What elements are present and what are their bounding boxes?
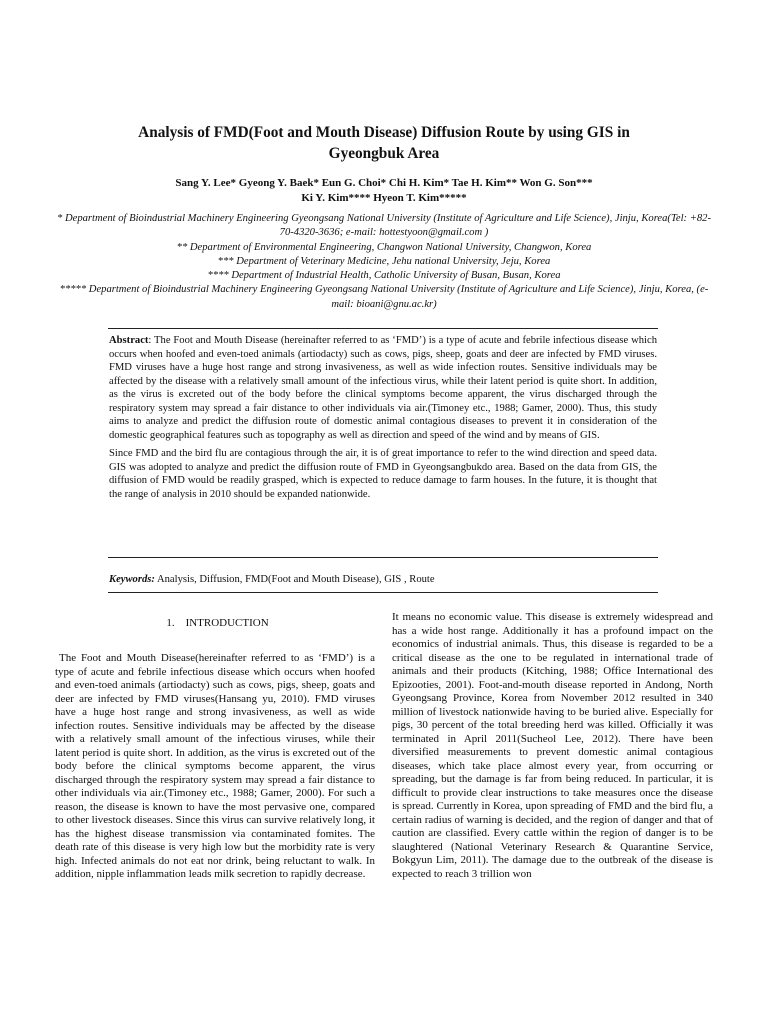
paper-title [60,122,708,164]
abstract-text-1: : The Foot and Mouth Disease (hereinafter referred to as ‘FMD’) is a type of acute and febrile infectious disease which occurs when hoofed and even-toed animals (artiodacty) such as cows, pigs, sheep, goats and deer are infected by FMD viruses. FMD viruses have a huge host range and strong invasiveness, as well as wide infection routes. Sensitive individuals may be affected by the disease with a relatively small amount of the infectious virus, while their latent period is quite short. In addition, as the virus is excreted out of the body before the clinical symptoms become apparent, the virus discharged through the respiratory system may spread a fair distance to other individuals via air.(Timoney etc., 1988; Gamer, 2000). Thus, this study aims to analyze and predict the diffusion route of domestic animal contagious diseases to prevent it in consideration of the domestic geographical features such as topography as well as direction and speed of the wind and by means of GIS. [109,335,657,441]
title-line-2: Gyeongbuk Area [328,145,440,162]
keywords-rule [108,592,658,593]
affiliation-4: **** Department of Industrial Health, Catholic University of Busan, Busan, Korea [207,270,561,282]
abstract-bottom-rule [108,557,658,558]
author-list [60,176,708,205]
abstract-top-rule [108,328,658,329]
title-line-1: Analysis of FMD(Foot and Mouth Disease) Diffusion Route by using GIS in [138,124,630,141]
affiliation-1: * Department of Bioindustrial Machinery Engineering Gyeongsang National University (Institute of Agriculture and Life Science), Jinju, Korea(Tel: +82-70-4320-3636; e-mail: hottestyoon@gmail.com ) [57,213,711,239]
affiliation-2: ** Department of Environmental Engineering, Changwon National University, Changwon, Korea [176,241,592,253]
abstract-paragraph-1 [109,334,657,442]
intro-left-text: The Foot and Mouth Disease(hereinafter referred to as ‘FMD’) is a type of acute and febrile infectious disease which occurs when hoofed and even-toed animals (artiodacty) such as cows, pigs, sheep, goats and deer are infected by FMD viruses(Hansang yu, 2010). FMD viruses have a huge host range and strong invasiveness, as well as wide infection routes. Sensitive individuals may be affected by the disease with a relatively small amount of the infectious viruses, while their latent period is quite short. In addition, as the virus is excreted out of the body before the clinical symptoms become apparent, the virus discharged through the respiratory system may spread a fair distance to other individuals via air.(Timoney etc., 1988; Gamer, 2000). For such a reason, the disease is known to have the most pervasive one, compared to other livestock diseases. Since this virus can survive relatively long, it has the highest disease transmission via contaminated fomites. The death rate of this disease is very high low but the morbidity rate is very high. Infected animals do not eat nor drink, being reluctant to walk. In addition, nipple inflammation leads milk secretion to rapidly decrease. [55,652,375,880]
affiliation-3: *** Department of Veterinary Medicine, Jehu national University, Jeju, Korea [217,255,551,267]
affiliations [50,212,718,312]
intro-right-column [392,611,713,881]
section-heading-introduction: 1. INTRODUCTION [166,617,269,629]
authors-line-1: Sang Y. Lee* Gyeong Y. Baek* Eun G. Choi* Chi H. Kim* Tae H. Kim** Won G. Son*** [175,177,593,189]
authors-line-2: Ki Y. Kim**** Hyeon T. Kim***** [301,191,467,204]
abstract-paragraph-2: Since FMD and the bird flu are contagious through the air, it is of great importance to refer to the wind direction and speed data. GIS was adopted to analyze and predict the diffusion route of FMD in Gyeongsangbukdo area. Based on the data from GIS, the diffusion of FMD would be readily grasped, which is expected to reduce damage to farm houses. In the future, it is thought that the range of analysis in 2010 should be expanded nationwide. [109,448,657,500]
abstract-block [109,334,657,501]
intro-right-text: It means no economic value. This disease is extremely widespread and has a wide host range. Additionally it has a profound impact on the economics of industrial animals. Thus, this disease is regarded to be a critical disease as the one to be regulated in international trade of animals and their products (Kitching, 1988; Office International des Epizooties, 2001). Foot-and-mouth disease reported in Andong, North Gyeongsang Province, Korea from November 2012 resulted in 340 million of livestock nationwide having to be buried alive. Especially for pigs, 30 percent of the total breeding herd was killed. Officially it was terminated in April 2011(Sucheol Lee, 2012). There have been diversified measurements to prevent domestic animal contagious diseases, which take place almost every year, from occurring or spreading, but the damage is far from being reduced. In particular, it is difficult to provide clear instructions to take measures once the disease is spread. Currently in Korea, upon spreading of FMD and the bird flu, a certain radius of warning is decided, and the region of danger and that of caution are classified. Every cattle within the region of danger is to be slaughtered (National Veterinary Research & Quarantine Service, Bokgyun Lim, 2011). The damage due to the outbreak of the disease is expected to reach 3 trillion won [392,611,713,880]
abstract-label: Abstract [109,335,149,346]
affiliation-5: ***** Department of Bioindustrial Machinery Engineering Gyeongsang National University (Institute of Agriculture and Life Science), Jinju, Korea, (e-mail: bioani@gnu.ac.kr) [59,284,709,310]
keywords-text: Analysis, Diffusion, FMD(Foot and Mouth Disease), GIS , Route [156,574,435,585]
intro-left-column [55,652,375,882]
keywords-line [109,573,657,587]
keywords-label: Keywords: [109,574,155,585]
